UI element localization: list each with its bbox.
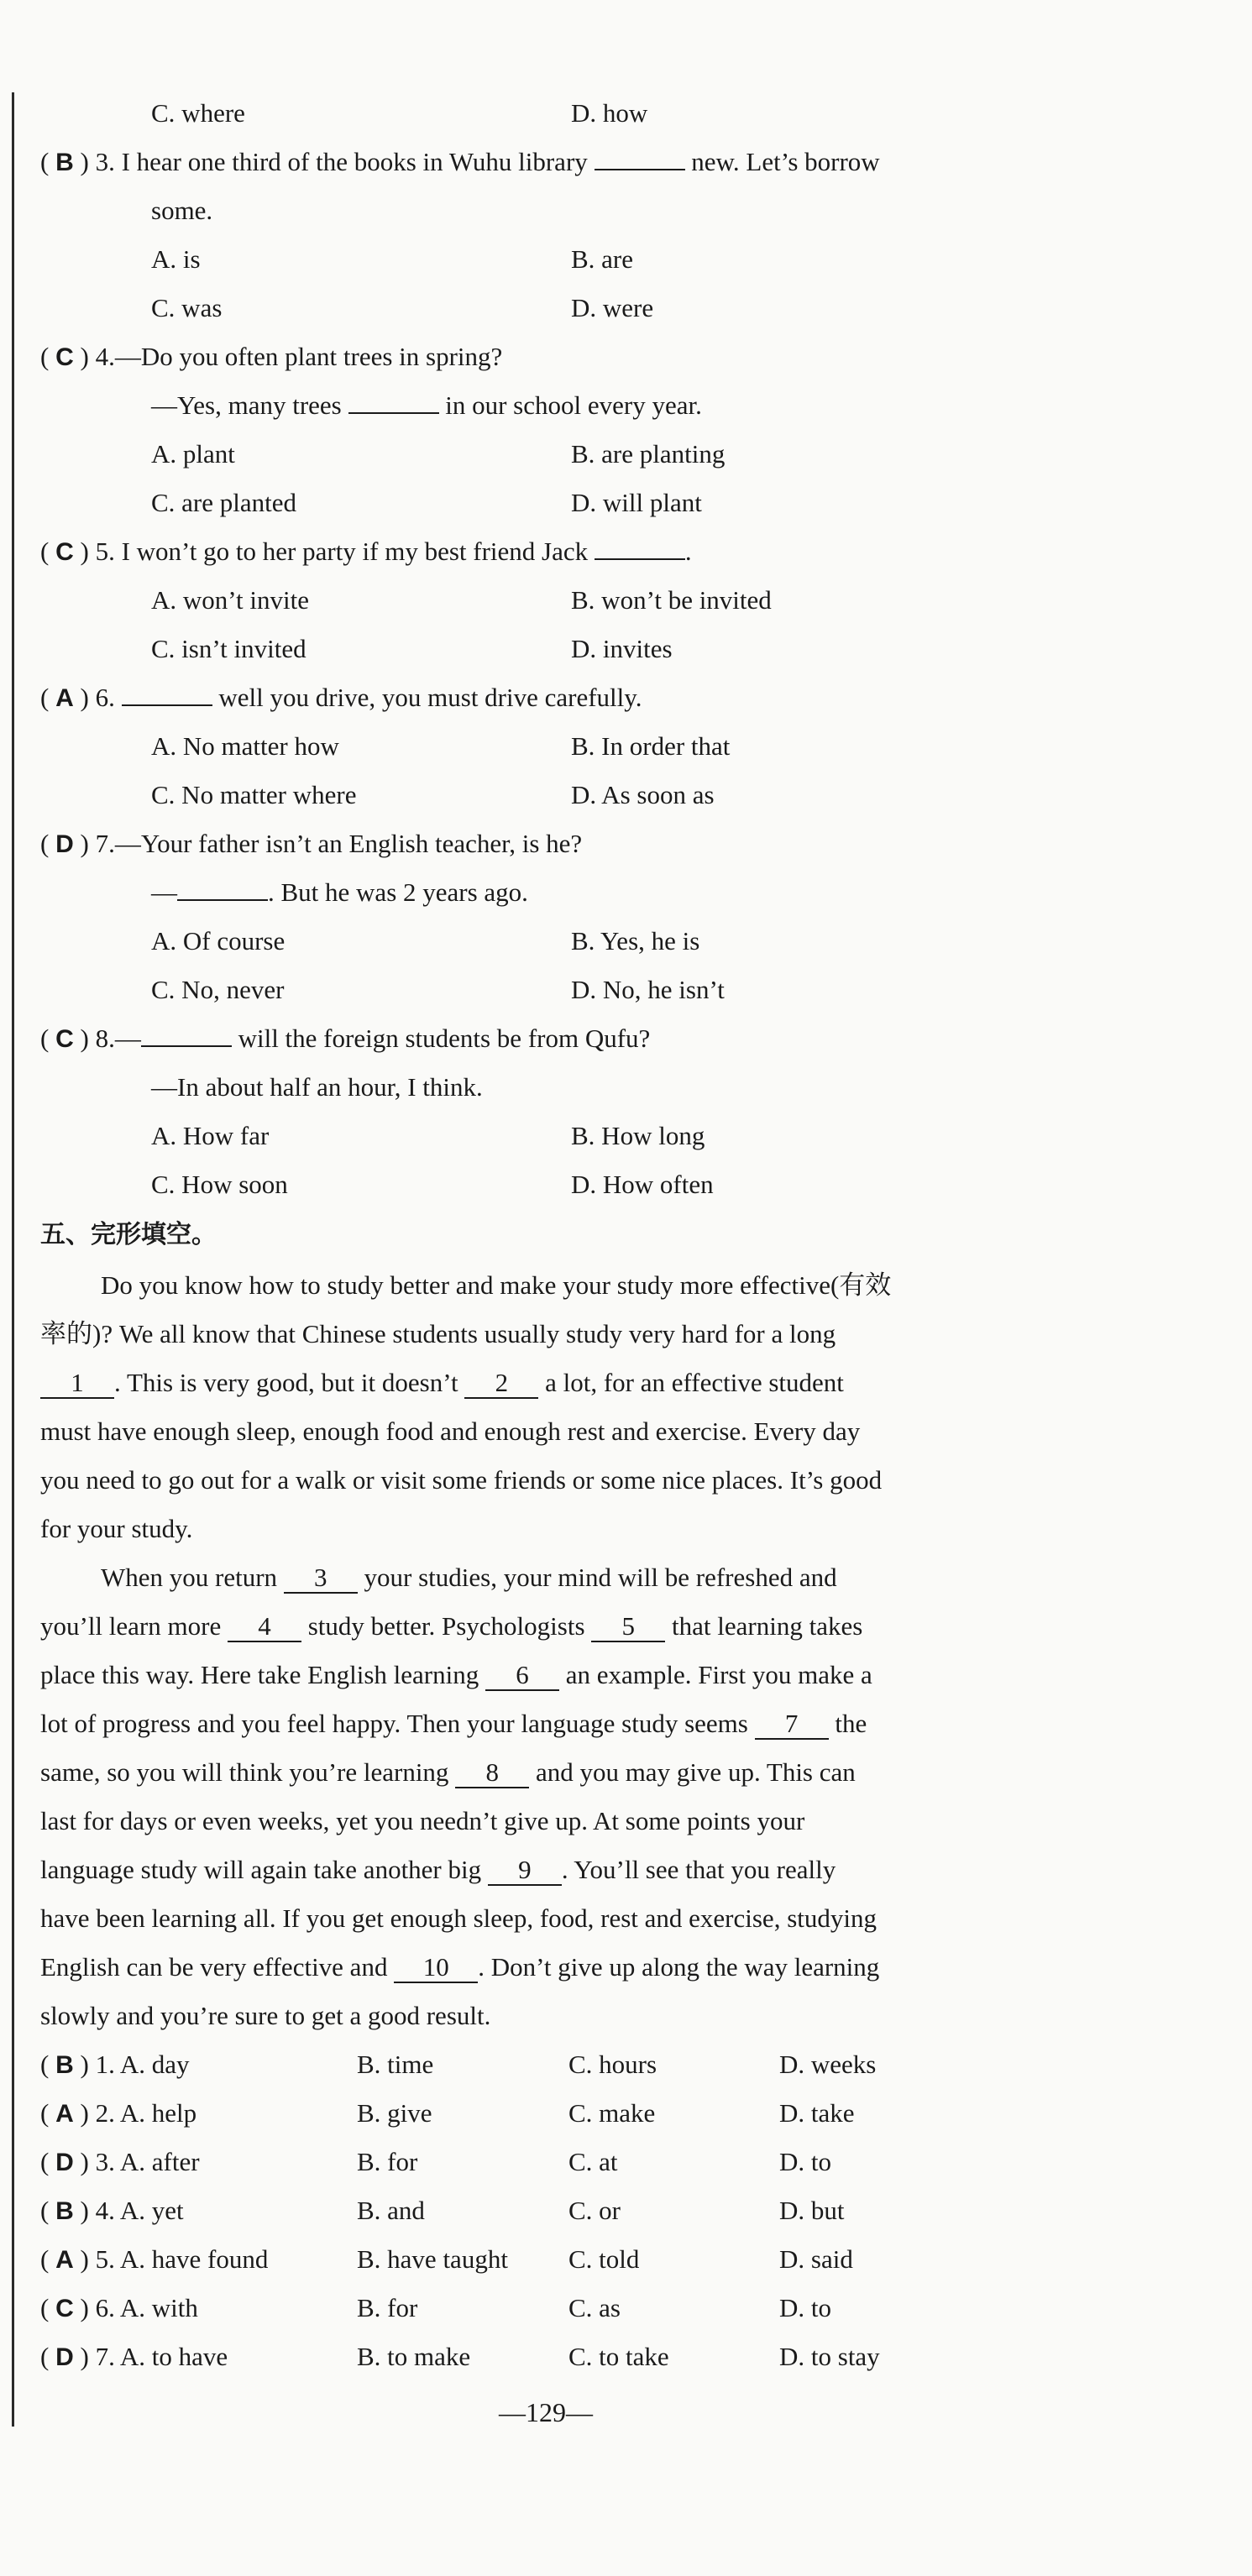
margin-line: [12, 92, 14, 2427]
passage-line: [40, 1950, 879, 1984]
cloze-blank-1: 1: [40, 1369, 114, 1399]
answer-mark: C: [55, 1025, 74, 1053]
option-a: A. have found: [119, 2244, 269, 2274]
passage-text: . This is very good, but it doesn’t: [114, 1368, 458, 1397]
answer-blank: [177, 876, 268, 901]
passage-line: [40, 1366, 844, 1400]
option-d: D. take: [779, 2098, 855, 2128]
cloze-blank-7: 7: [755, 1709, 829, 1740]
answer-mark: B: [55, 2197, 74, 2225]
passage-line: last for days or even weeks, yet you needn’t give up. At some points your: [40, 1806, 805, 1835]
option-a: A. after: [119, 2147, 200, 2176]
option-c: C. as: [568, 2293, 621, 2322]
passage-line: [40, 1756, 856, 1789]
passage-text: same, so you will think you’re learning: [40, 1757, 449, 1787]
passage-text: place this way. Here take English learning: [40, 1660, 479, 1689]
answer-blank: [141, 1022, 232, 1047]
question-number: 5.: [95, 537, 115, 566]
answer-blank: [595, 145, 685, 170]
option-b: B. have taught: [357, 2244, 508, 2274]
page-number: —129—: [499, 2397, 593, 2427]
question-text: in our school every year.: [445, 390, 702, 420]
passage-text: a lot, for an effective student: [545, 1368, 844, 1397]
q7-option-d: D. No, he isn’t: [571, 975, 725, 1004]
question-5: ( C ) 5. I won’t go to her party if my best friend Jack .: [40, 537, 692, 566]
question-text: I won’t go to her party if my best friend Jack: [121, 537, 589, 566]
option-c: C. hours: [568, 2050, 657, 2079]
q7-option-c: C. No, never: [151, 975, 285, 1004]
q5-option-c: C. isn’t invited: [151, 634, 306, 663]
cloze-question: ( B ) 1. A. day: [40, 2050, 190, 2079]
question-7: ( D ) 7.—Your father isn’t an English teacher, is he?: [40, 829, 583, 858]
option-b: B. time: [357, 2050, 434, 2079]
q2-option-d: D. how: [571, 98, 648, 128]
question-number: 4.: [95, 342, 115, 371]
passage-line: [40, 1610, 862, 1643]
answer-blank: [348, 389, 439, 414]
question-number: 4.: [95, 2196, 115, 2225]
question-number: 8.: [95, 1024, 115, 1053]
question-number: 6.: [95, 683, 115, 712]
cloze-question: ( C ) 6. A. with: [40, 2293, 198, 2322]
option-a: A. with: [119, 2293, 198, 2322]
question-text: —Yes, many trees: [151, 390, 342, 420]
passage-line: must have enough sleep, enough food and enough rest and exercise. Every day: [40, 1416, 861, 1446]
passage-line: for your study.: [40, 1514, 193, 1543]
answer-mark: C: [55, 343, 74, 371]
cloze-question: ( A ) 2. A. help: [40, 2098, 197, 2128]
passage-text: an example. First you make a: [565, 1660, 872, 1689]
cloze-blank-4: 4: [228, 1612, 301, 1642]
answer-mark: D: [55, 2149, 74, 2176]
option-b: B. for: [357, 2293, 418, 2322]
cloze-blank-3: 3: [284, 1563, 358, 1594]
option-d: D. to: [779, 2293, 831, 2322]
section-heading: 五、完形填空。: [40, 1220, 217, 1249]
option-c: C. told: [568, 2244, 640, 2274]
passage-text: study better. Psychologists: [307, 1611, 585, 1641]
cloze-blank-10: 10: [394, 1953, 478, 1983]
question-4-reply: [151, 389, 702, 422]
passage-line: 率的)? We all know that Chinese students usually study very hard for a long: [40, 1319, 836, 1348]
question-3: ( B ) 3. I hear one third of the books in Wuhu library new. Let’s borrow: [40, 147, 880, 176]
cloze-blank-2: 2: [464, 1369, 538, 1399]
cloze-blank-6: 6: [485, 1661, 559, 1691]
passage-line: you need to go out for a walk or visit some friends or some nice places. It’s good: [40, 1465, 883, 1495]
q8-option-d: D. How often: [571, 1170, 714, 1199]
answer-mark: D: [55, 2343, 74, 2371]
question-8: ( C ) 8.— will the foreign students be from Qufu?: [40, 1024, 651, 1053]
q5-option-d: D. invites: [571, 634, 673, 663]
q4-option-d: D. will plant: [571, 488, 702, 517]
question-number: 7.: [95, 829, 115, 858]
option-b: B. and: [357, 2196, 425, 2225]
question-text: .: [684, 537, 692, 566]
passage-text: the: [835, 1709, 867, 1738]
option-b: B. for: [357, 2147, 418, 2176]
passage-text: that learning takes: [672, 1611, 863, 1641]
question-text: I hear one third of the books in Wuhu library: [121, 147, 588, 176]
question-8-reply: —In about half an hour, I think.: [151, 1072, 483, 1102]
question-number: 6.: [95, 2293, 115, 2322]
q7-option-a: A. Of course: [151, 926, 285, 956]
q6-option-a: A. No matter how: [151, 731, 339, 761]
cloze-blank-9: 9: [488, 1856, 562, 1886]
q8-option-c: C. How soon: [151, 1170, 288, 1199]
q8-option-a: A. How far: [151, 1121, 270, 1150]
q4-option-c: C. are planted: [151, 488, 297, 517]
cloze-question: ( B ) 4. A. yet: [40, 2196, 184, 2225]
passage-line: [40, 1853, 836, 1887]
q3-option-c: C. was: [151, 293, 223, 322]
question-3-continued: some.: [151, 196, 213, 225]
q3-option-a: A. is: [151, 244, 201, 274]
q5-option-a: A. won’t invite: [151, 585, 309, 615]
option-a: A. yet: [119, 2196, 184, 2225]
passage-line: [40, 1658, 872, 1692]
question-text: —Do you often plant trees in spring?: [114, 342, 503, 371]
question-text: —Your father isn’t an English teacher, is he?: [114, 829, 583, 858]
cloze-question: ( A ) 5. A. have found: [40, 2244, 269, 2274]
answer-mark: B: [55, 2051, 74, 2079]
cloze-blank-5: 5: [591, 1612, 665, 1642]
passage-text: you’ll learn more: [40, 1611, 222, 1641]
option-d: D. to stay: [779, 2342, 880, 2371]
passage-line: have been learning all. If you get enough sleep, food, rest and exercise, studying: [40, 1903, 877, 1933]
q3-option-b: B. are: [571, 244, 634, 274]
question-4: ( C ) 4.—Do you often plant trees in spring?: [40, 342, 503, 371]
option-d: D. said: [779, 2244, 853, 2274]
q5-option-b: B. won’t be invited: [571, 585, 772, 615]
passage-text: lot of progress and you feel happy. Then your language study seems: [40, 1709, 748, 1738]
q2-option-c: C. where: [151, 98, 245, 128]
passage-text: language study will again take another big: [40, 1855, 482, 1884]
question-number: 3.: [95, 2147, 115, 2176]
question-number: 3.: [95, 147, 115, 176]
q3-option-d: D. were: [571, 293, 654, 322]
answer-mark: B: [55, 149, 74, 176]
option-a: A. help: [119, 2098, 197, 2128]
question-number: 1.: [95, 2050, 115, 2079]
question-number: 7.: [95, 2342, 115, 2371]
option-d: D. to: [779, 2147, 831, 2176]
q6-option-c: C. No matter where: [151, 780, 357, 809]
question-text: —: [151, 877, 177, 907]
question-text: well you drive, you must drive carefully.: [218, 683, 642, 712]
passage-line: Do you know how to study better and make your study more effective(有效: [101, 1270, 892, 1300]
option-d: D. but: [779, 2196, 845, 2225]
option-c: C. or: [568, 2196, 621, 2225]
q4-option-a: A. plant: [151, 439, 235, 469]
option-d: D. weeks: [779, 2050, 877, 2079]
answer-mark: D: [55, 830, 74, 858]
question-number: 5.: [95, 2244, 115, 2274]
q6-option-b: B. In order that: [571, 731, 731, 761]
option-b: B. to make: [357, 2342, 471, 2371]
passage-text: your studies, your mind will be refreshed and: [364, 1563, 837, 1592]
option-b: B. give: [357, 2098, 432, 2128]
passage-line: [40, 1707, 867, 1741]
passage-line: slowly and you’re sure to get a good result.: [40, 2001, 491, 2030]
answer-mark: A: [55, 2246, 74, 2274]
passage-text: . You’ll see that you really: [561, 1855, 836, 1884]
cloze-question: ( D ) 7. A. to have: [40, 2342, 228, 2371]
option-a: A. to have: [119, 2342, 228, 2371]
question-text: new. Let’s borrow: [691, 147, 880, 176]
passage-line: [101, 1561, 837, 1594]
passage-text: English can be very effective and: [40, 1952, 388, 1982]
q6-option-d: D. As soon as: [571, 780, 715, 809]
answer-mark: C: [55, 2295, 74, 2322]
passage-text: When you return: [101, 1563, 278, 1592]
cloze-question: ( D ) 3. A. after: [40, 2147, 200, 2176]
q4-option-b: B. are planting: [571, 439, 726, 469]
question-number: 2.: [95, 2098, 115, 2128]
option-c: C. at: [568, 2147, 618, 2176]
answer-mark: A: [55, 684, 74, 712]
option-c: C. to take: [568, 2342, 669, 2371]
q8-option-b: B. How long: [571, 1121, 705, 1150]
q7-option-b: B. Yes, he is: [571, 926, 700, 956]
cloze-blank-8: 8: [455, 1758, 529, 1788]
question-7-reply: [151, 876, 528, 909]
answer-mark: A: [55, 2100, 74, 2128]
answer-blank: [595, 535, 685, 560]
question-text: will the foreign students be from Qufu?: [238, 1024, 651, 1053]
question-6: ( A ) 6. well you drive, you must drive carefully.: [40, 683, 642, 712]
passage-text: and you may give up. This can: [535, 1757, 856, 1787]
passage-text: . Don’t give up along the way learning: [478, 1952, 880, 1982]
answer-blank: [122, 681, 212, 706]
question-text: —: [114, 1024, 141, 1053]
option-a: A. day: [119, 2050, 190, 2079]
question-text: . But he was 2 years ago.: [268, 877, 528, 907]
answer-mark: C: [55, 538, 74, 566]
option-c: C. make: [568, 2098, 656, 2128]
